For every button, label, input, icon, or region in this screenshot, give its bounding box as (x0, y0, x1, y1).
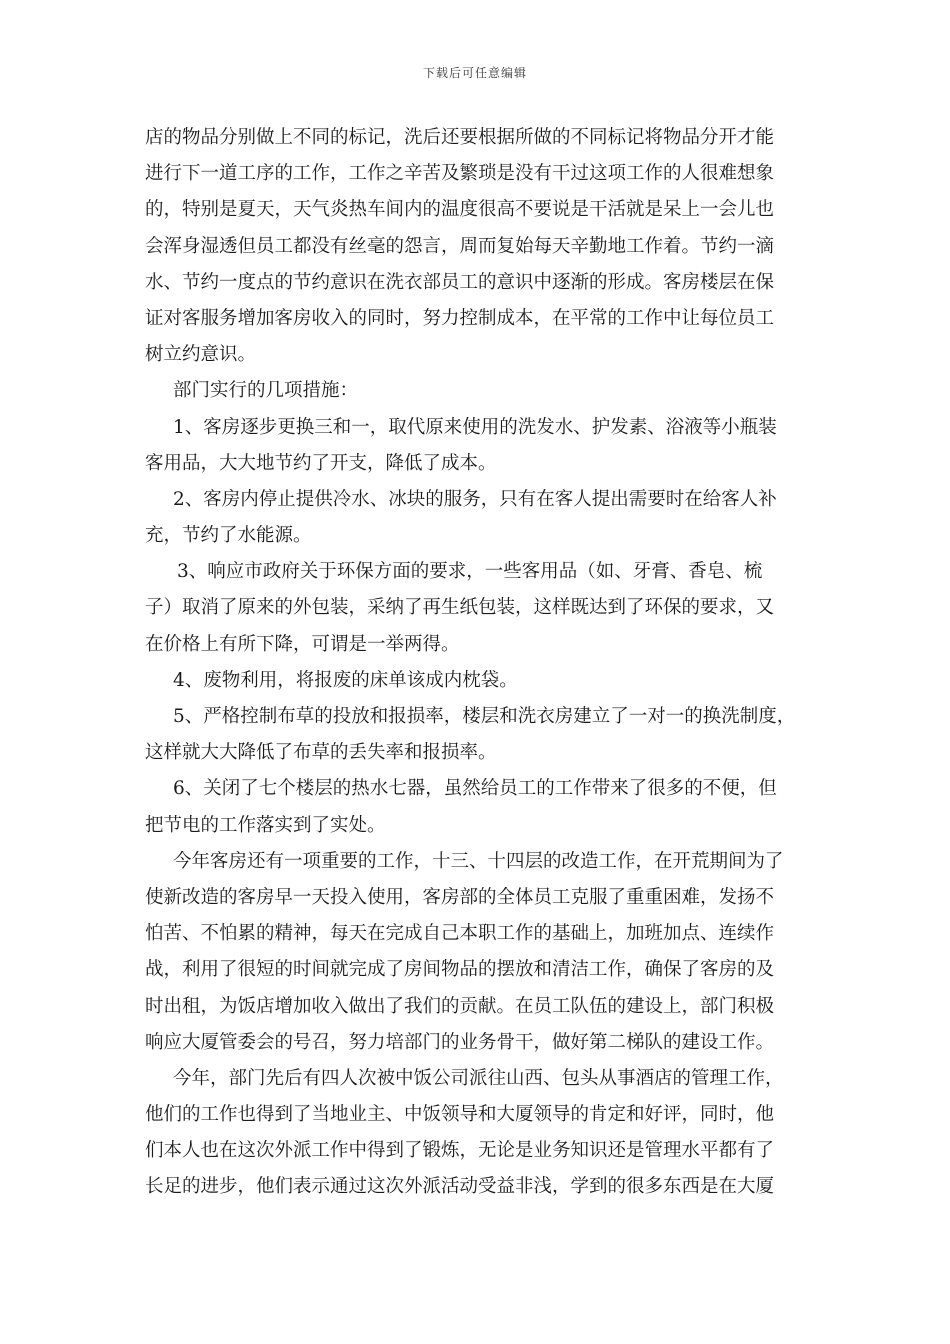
text-line: 把节电的工作落实到了实处。 (145, 814, 386, 836)
text-line: 3、响应市政府关于环保方面的要求，一些客用品（如、牙膏、香皂、梳 (177, 561, 763, 583)
text-line: 响应大厦管委会的号召，努力培部门的业务骨干，做好第二梯队的建设工作。 (145, 1031, 775, 1053)
page-header: 下载后可任意编辑 (422, 66, 527, 80)
text-line: 时出租，为饭店增加收入做出了我们的贡献。在员工队伍的建设上，部门积极 (145, 995, 775, 1017)
text-line: 4、废物利用，将报废的床单该成内枕袋。 (173, 669, 518, 691)
text-line: 树立约意识。 (145, 344, 257, 366)
text-line: 战，利用了很短的时间就完成了房间物品的摆放和清洁工作，确保了客房的及 (145, 959, 775, 981)
document-body (145, 120, 811, 1206)
text-line: 今年客房还有一项重要的工作，十三、十四层的改造工作，在开荒期间为了 (173, 850, 784, 872)
text-line: 怕苦、不怕累的精神，每天在完成自己本职工作的基础上，加班加点、连续作 (145, 923, 775, 945)
text-line: 这样就大大降低了布草的丢失率和报损率。 (145, 742, 497, 764)
text-line: 1、客房逐步更换三和一，取代原来使用的洗发水、护发素、浴液等小瓶装 (173, 416, 777, 438)
text-line: 5、严格控制布草的投放和报损率，楼层和洗衣房建立了一对一的换洗制度， (173, 706, 796, 727)
text-line: 们本人也在这次外派工作中得到了锻炼，无论是业务知识还是管理水平都有了 (145, 1140, 775, 1162)
text-line: 长足的进步，他们表示通过这次外派活动受益非浅，学到的很多东西是在大厦 (145, 1176, 775, 1198)
text-line: 在价格上有所下降，可谓是一举两得。 (145, 633, 460, 655)
text-line: 客用品，大大地节约了开支，降低了成本。 (145, 452, 497, 474)
text-line: 店的物品分别做上不同的标记，洗后还要根据所做的不同标记将物品分开才能 (145, 127, 775, 148)
text-line: 水、节约一度点的节约意识在洗衣部员工的意识中逐渐的形成。客房楼层在保 (145, 271, 775, 293)
text-line: 他们的工作也得到了当地业主、中饭领导和大厦领导的肯定和好评，同时，他 (145, 1104, 775, 1126)
text-line: 今年，部门先后有四人次被中饭公司派往山西、包头从事酒店的管理工作， (173, 1067, 784, 1089)
text-line: 6、关闭了七个楼层的热水七器，虽然给员工的工作带来了很多的不便，但 (173, 778, 777, 800)
text-line: 充，节约了水能源。 (145, 525, 312, 547)
text-line: 2、客房内停止提供冷水、冰块的服务，只有在客人提出需要时在给客人补 (173, 488, 777, 510)
text-line: 子）取消了原来的外包装，采纳了再生纸包装，这样既达到了环保的要求，又 (145, 597, 775, 619)
text-line: 部门实行的几项措施： (173, 380, 359, 402)
text-line: 的，特别是夏天，天气炎热车间内的温度很高不要说是干活就是呆上一会儿也 (145, 199, 775, 221)
text-line: 证对客服务增加客房收入的同时，努力控制成本，在平常的工作中让每位员工 (145, 307, 775, 329)
text-line: 使新改造的客房早一天投入使用，客房部的全体员工克服了重重困难，发扬不 (145, 886, 775, 908)
text-line: 会浑身湿透但员工都没有丝毫的怨言，周而复始每天辛勤地工作着。节约一滴 (145, 235, 775, 257)
text-line: 进行下一道工序的工作，工作之辛苦及繁琐是没有干过这项工作的人很难想象 (145, 163, 775, 185)
